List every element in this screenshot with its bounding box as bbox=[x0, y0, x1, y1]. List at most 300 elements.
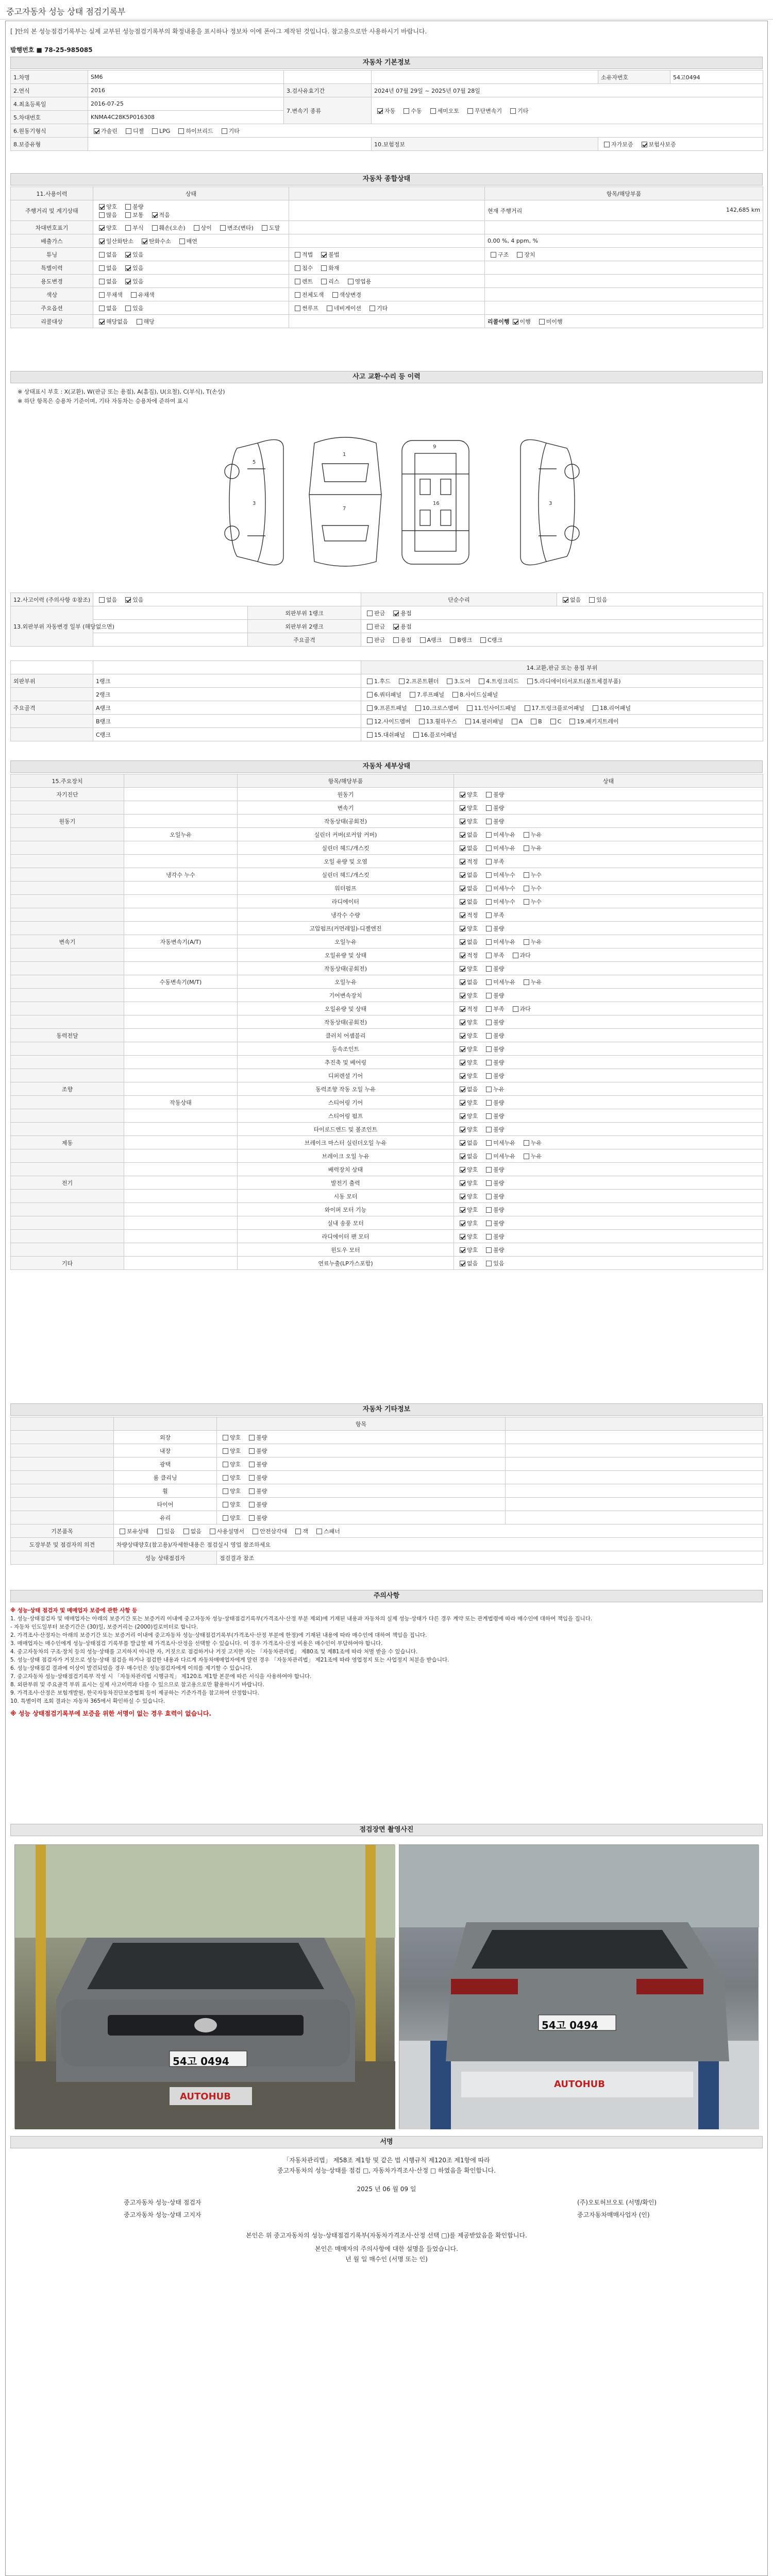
checkbox-icon[interactable] bbox=[563, 597, 568, 603]
check-label: 장치 bbox=[524, 251, 535, 258]
checkbox-icon[interactable] bbox=[157, 1529, 163, 1534]
check-group bbox=[457, 872, 547, 878]
checkbox-icon[interactable] bbox=[447, 679, 452, 684]
check-option bbox=[560, 596, 581, 604]
checkbox-icon[interactable] bbox=[99, 306, 105, 311]
checkbox-icon[interactable] bbox=[223, 1435, 228, 1440]
checkbox-icon[interactable] bbox=[321, 252, 327, 258]
checkbox-icon[interactable] bbox=[517, 252, 523, 258]
checkbox-icon[interactable] bbox=[295, 292, 300, 298]
checkbox-icon[interactable] bbox=[460, 1261, 465, 1266]
checkbox-icon[interactable] bbox=[525, 705, 530, 711]
check-option bbox=[249, 1527, 287, 1535]
check-label: 누유 bbox=[530, 1153, 542, 1160]
checkbox-icon[interactable] bbox=[486, 1100, 492, 1106]
checkbox-icon[interactable] bbox=[94, 128, 99, 134]
checkbox-icon[interactable] bbox=[99, 292, 105, 298]
checkbox-icon[interactable] bbox=[486, 926, 492, 931]
checkbox-icon[interactable] bbox=[125, 212, 131, 218]
checkbox-icon[interactable] bbox=[249, 1462, 255, 1467]
checkbox-icon[interactable] bbox=[486, 966, 492, 972]
check-label: 없음 bbox=[467, 831, 478, 838]
checkbox-icon[interactable] bbox=[460, 1167, 465, 1173]
checkbox-icon[interactable] bbox=[99, 252, 105, 258]
checkbox-icon[interactable] bbox=[142, 239, 147, 244]
check-group bbox=[457, 1059, 510, 1066]
checkbox-icon[interactable] bbox=[513, 319, 518, 325]
checkbox-icon[interactable] bbox=[99, 265, 105, 271]
checkbox-icon[interactable] bbox=[460, 953, 465, 958]
check-group bbox=[457, 912, 510, 919]
checkbox-icon[interactable] bbox=[460, 872, 465, 878]
checkbox-icon[interactable] bbox=[486, 1046, 492, 1052]
check-label: 양호 bbox=[467, 1126, 478, 1133]
checkbox-icon[interactable] bbox=[249, 1448, 255, 1454]
checkbox-icon[interactable] bbox=[178, 128, 184, 134]
checkbox-icon[interactable] bbox=[393, 624, 399, 630]
car-left-side-diagram bbox=[225, 439, 283, 565]
checkbox-icon[interactable] bbox=[183, 1529, 189, 1534]
checkbox-icon[interactable] bbox=[486, 792, 492, 798]
checkbox-icon[interactable] bbox=[460, 1127, 465, 1132]
check-label: 누유 bbox=[493, 1086, 505, 1093]
checkbox-icon[interactable] bbox=[253, 1529, 258, 1534]
checkbox-icon[interactable] bbox=[524, 979, 529, 985]
check-option bbox=[122, 202, 143, 211]
checkbox-icon[interactable] bbox=[222, 128, 227, 134]
checkbox-icon[interactable] bbox=[480, 637, 486, 643]
check-option bbox=[520, 897, 542, 906]
check-label: 양호 bbox=[230, 1501, 241, 1508]
checkbox-icon[interactable] bbox=[321, 265, 327, 271]
check-option bbox=[483, 911, 504, 919]
checkbox-icon[interactable] bbox=[99, 239, 105, 244]
checkbox-icon[interactable] bbox=[460, 1060, 465, 1065]
notes-line: 3. 매매업자는 매수인에게 성능·상태점검 기록부를 발급할 때 가격조사·산정을 선택할 수 있습니다. 이 경우 가격조사·산정 비용은 매수인이 부담하여야 합니다. bbox=[10, 1640, 383, 1647]
checkbox-icon[interactable] bbox=[460, 1180, 465, 1186]
checkbox-icon[interactable] bbox=[512, 719, 517, 724]
svg-text:9: 9 bbox=[433, 444, 436, 450]
checkbox-icon[interactable] bbox=[125, 597, 131, 603]
checkbox-icon[interactable] bbox=[486, 1221, 492, 1226]
table-row bbox=[11, 221, 763, 234]
checkbox-icon[interactable] bbox=[223, 1448, 228, 1454]
checkbox-icon[interactable] bbox=[295, 265, 300, 271]
checkbox-icon[interactable] bbox=[460, 886, 465, 891]
check-option bbox=[483, 964, 504, 973]
checkbox-icon[interactable] bbox=[593, 705, 598, 711]
table-cell bbox=[506, 1498, 763, 1511]
basic-label: 2.연식 bbox=[11, 84, 88, 97]
check-label: 불량 bbox=[493, 965, 505, 972]
check-label: 양호 bbox=[467, 791, 478, 798]
checkbox-icon[interactable] bbox=[413, 732, 419, 738]
checkbox-icon[interactable] bbox=[524, 832, 529, 838]
detail-subgroup bbox=[124, 1257, 238, 1270]
check-group bbox=[96, 597, 149, 603]
check-option bbox=[457, 804, 478, 812]
checkbox-icon[interactable] bbox=[486, 872, 492, 878]
checkbox-icon[interactable] bbox=[460, 912, 465, 918]
checkbox-icon[interactable] bbox=[524, 939, 529, 945]
check-group bbox=[457, 1086, 510, 1093]
check-group bbox=[457, 791, 510, 798]
detail-item: 오일유량 및 상태 bbox=[238, 1002, 454, 1015]
check-option bbox=[510, 1005, 531, 1013]
check-label: 용접 bbox=[400, 609, 412, 617]
checkbox-icon[interactable] bbox=[460, 1113, 465, 1119]
check-label: 양호 bbox=[467, 1166, 478, 1173]
notes-closing: ※ 성능 상태점검기록부에 보증을 위한 서명이 없는 경우 효력이 없습니다. bbox=[10, 1710, 211, 1717]
check-option bbox=[464, 704, 516, 712]
checkbox-icon[interactable] bbox=[99, 279, 105, 284]
checkbox-icon[interactable] bbox=[486, 979, 492, 985]
check-group bbox=[457, 1032, 510, 1039]
checkbox-icon[interactable] bbox=[486, 1261, 492, 1266]
check-label: 과다 bbox=[519, 952, 531, 959]
checkbox-icon[interactable] bbox=[210, 1529, 215, 1534]
checkbox-icon[interactable] bbox=[419, 719, 425, 724]
checkbox-icon[interactable] bbox=[125, 265, 131, 271]
checkbox-icon[interactable] bbox=[99, 319, 105, 325]
checkbox-icon[interactable] bbox=[486, 886, 492, 891]
checkbox-icon[interactable] bbox=[486, 1127, 492, 1132]
checkbox-icon[interactable] bbox=[131, 292, 137, 298]
table-cell bbox=[217, 1471, 506, 1484]
check-group bbox=[220, 1488, 273, 1495]
checkbox-icon[interactable] bbox=[125, 279, 131, 284]
checkbox-icon[interactable] bbox=[460, 1100, 465, 1106]
table-row bbox=[11, 895, 763, 908]
checkbox-icon[interactable] bbox=[460, 805, 465, 811]
checkbox-icon[interactable] bbox=[404, 108, 409, 114]
table-row bbox=[11, 1096, 763, 1109]
checkbox-icon[interactable] bbox=[460, 832, 465, 838]
table-cell bbox=[454, 828, 763, 841]
detail-subgroup bbox=[124, 815, 238, 828]
checkbox-icon[interactable] bbox=[223, 1515, 228, 1521]
checkbox-icon[interactable] bbox=[295, 279, 300, 284]
checkbox-icon[interactable] bbox=[479, 679, 484, 684]
checkbox-icon[interactable] bbox=[460, 1194, 465, 1199]
checkbox-icon[interactable] bbox=[249, 1475, 255, 1481]
checkbox-icon[interactable] bbox=[99, 225, 105, 231]
check-label: 없음 bbox=[570, 596, 581, 603]
check-label: 양호 bbox=[467, 1112, 478, 1120]
checkbox-icon[interactable] bbox=[367, 611, 373, 616]
checkbox-icon[interactable] bbox=[513, 1006, 518, 1012]
check-option bbox=[96, 211, 117, 219]
checkbox-icon[interactable] bbox=[125, 306, 131, 311]
check-option bbox=[483, 1125, 504, 1133]
checkbox-icon[interactable] bbox=[486, 1167, 492, 1173]
checkbox-icon[interactable] bbox=[249, 1435, 255, 1440]
check-option bbox=[457, 790, 478, 799]
checkbox-icon[interactable] bbox=[460, 979, 465, 985]
check-option bbox=[638, 140, 676, 148]
checkbox-icon[interactable] bbox=[642, 142, 647, 147]
checkbox-icon[interactable] bbox=[569, 719, 575, 724]
checkbox-icon[interactable] bbox=[465, 719, 471, 724]
checkbox-icon[interactable] bbox=[262, 225, 267, 231]
detail-group bbox=[11, 828, 124, 841]
overall-header: 상태 bbox=[93, 187, 289, 200]
check-label: 이행 bbox=[519, 318, 531, 325]
checkbox-icon[interactable] bbox=[249, 1515, 255, 1521]
check-option bbox=[520, 884, 542, 892]
checkbox-icon[interactable] bbox=[460, 1020, 465, 1025]
checkbox-icon[interactable] bbox=[589, 597, 595, 603]
detail-item: 변속기 bbox=[238, 801, 454, 815]
checkbox-icon[interactable] bbox=[524, 886, 529, 891]
checkbox-icon[interactable] bbox=[321, 279, 327, 284]
checkbox-icon[interactable] bbox=[550, 719, 556, 724]
check-label: 불량 bbox=[256, 1501, 267, 1508]
checkbox-icon[interactable] bbox=[460, 1140, 465, 1146]
checkbox-icon[interactable] bbox=[152, 128, 158, 134]
overall-table bbox=[10, 187, 763, 328]
check-option bbox=[507, 107, 528, 115]
checkbox-icon[interactable] bbox=[223, 1475, 228, 1481]
check-option bbox=[96, 250, 117, 259]
checkbox-icon[interactable] bbox=[486, 859, 492, 865]
checkbox-icon[interactable] bbox=[486, 805, 492, 811]
checkbox-icon[interactable] bbox=[125, 204, 131, 210]
check-label: 적정 bbox=[467, 911, 478, 919]
checkbox-icon[interactable] bbox=[539, 319, 545, 325]
detail-group bbox=[11, 1056, 124, 1069]
checkbox-icon[interactable] bbox=[223, 1502, 228, 1507]
sign-row2-left: 중고자동차 성능·상태 고지자 bbox=[124, 2211, 201, 2218]
checkbox-icon[interactable] bbox=[327, 306, 332, 311]
checkbox-icon[interactable] bbox=[486, 1060, 492, 1065]
table-row bbox=[11, 801, 763, 815]
checkbox-icon[interactable] bbox=[126, 128, 131, 134]
checkbox-icon[interactable] bbox=[460, 926, 465, 931]
table-cell bbox=[454, 1109, 763, 1123]
checkbox-icon[interactable] bbox=[393, 637, 399, 643]
checkbox-icon[interactable] bbox=[486, 1033, 492, 1039]
checkbox-icon[interactable] bbox=[137, 319, 142, 325]
checkbox-icon[interactable] bbox=[486, 1087, 492, 1092]
check-option bbox=[510, 317, 531, 326]
checkbox-icon[interactable] bbox=[524, 1140, 529, 1146]
table-cell bbox=[557, 593, 763, 606]
table-cell bbox=[454, 1149, 763, 1163]
checkbox-icon[interactable] bbox=[531, 719, 536, 724]
table-cell bbox=[361, 674, 763, 688]
detail-item: 브레이크 오일 누유 bbox=[238, 1149, 454, 1163]
check-group bbox=[364, 623, 417, 630]
checkbox-icon[interactable] bbox=[486, 899, 492, 905]
checkbox-icon[interactable] bbox=[486, 912, 492, 918]
checkbox-icon[interactable] bbox=[295, 1529, 301, 1534]
checkbox-icon[interactable] bbox=[393, 611, 399, 616]
checkbox-icon[interactable] bbox=[377, 108, 383, 114]
checkbox-icon[interactable] bbox=[486, 1234, 492, 1240]
check-option bbox=[364, 609, 385, 617]
checkbox-icon[interactable] bbox=[513, 953, 518, 958]
checkbox-icon[interactable] bbox=[460, 899, 465, 905]
table-cell bbox=[289, 261, 485, 275]
checkbox-icon[interactable] bbox=[486, 953, 492, 958]
table-cell bbox=[289, 288, 485, 301]
table-row bbox=[11, 1511, 763, 1524]
basic-label: 소유자번호 bbox=[598, 71, 670, 84]
sign-line4: 본인은 매매자의 주의사항에 대한 설명을 들었습니다. bbox=[315, 2245, 458, 2252]
checkbox-icon[interactable] bbox=[220, 225, 226, 231]
check-group bbox=[457, 939, 547, 945]
checkbox-icon[interactable] bbox=[486, 1020, 492, 1025]
checkbox-icon[interactable] bbox=[125, 225, 131, 231]
checkbox-icon[interactable] bbox=[486, 1006, 492, 1012]
table-row bbox=[11, 935, 763, 948]
table-row bbox=[11, 715, 763, 728]
checkbox-icon[interactable] bbox=[460, 1221, 465, 1226]
checkbox-icon[interactable] bbox=[524, 1154, 529, 1159]
checkbox-icon[interactable] bbox=[152, 225, 158, 231]
check-option bbox=[220, 1487, 241, 1495]
checkbox-icon[interactable] bbox=[152, 212, 158, 218]
checkbox-icon[interactable] bbox=[460, 859, 465, 865]
checkbox-icon[interactable] bbox=[99, 212, 105, 218]
checkbox-icon[interactable] bbox=[467, 108, 473, 114]
checkbox-icon[interactable] bbox=[524, 872, 529, 878]
checkbox-icon[interactable] bbox=[223, 1488, 228, 1494]
checkbox-icon[interactable] bbox=[460, 819, 465, 824]
table-cell bbox=[506, 1511, 763, 1524]
detail-subgroup bbox=[124, 1243, 238, 1257]
checkbox-icon[interactable] bbox=[223, 1462, 228, 1467]
check-group bbox=[220, 1501, 273, 1508]
checkbox-icon[interactable] bbox=[367, 705, 373, 711]
checkbox-icon[interactable] bbox=[486, 1247, 492, 1253]
checkbox-icon[interactable] bbox=[367, 732, 373, 738]
check-label: 2.프론트휀더 bbox=[406, 677, 439, 685]
check-group bbox=[96, 225, 285, 231]
checkbox-icon[interactable] bbox=[486, 845, 492, 851]
detail-group: 원동기 bbox=[11, 815, 124, 828]
checkbox-icon[interactable] bbox=[486, 1194, 492, 1199]
checkbox-icon[interactable] bbox=[510, 108, 516, 114]
checkbox-icon[interactable] bbox=[452, 692, 458, 698]
check-label: 불량 bbox=[493, 1019, 505, 1026]
check-label: 해당없음 bbox=[106, 318, 128, 325]
section-photos: 점검장면 촬영사진 bbox=[10, 1824, 763, 1836]
checkbox-icon[interactable] bbox=[399, 679, 405, 684]
checkbox-icon[interactable] bbox=[460, 792, 465, 798]
check-option bbox=[345, 277, 372, 285]
check-group bbox=[560, 597, 613, 603]
checkbox-icon[interactable] bbox=[450, 637, 456, 643]
checkbox-icon[interactable] bbox=[460, 1033, 465, 1039]
checkbox-icon[interactable] bbox=[179, 239, 185, 244]
checkbox-icon[interactable] bbox=[249, 1502, 255, 1507]
checkbox-icon[interactable] bbox=[491, 252, 496, 258]
detail-subgroup bbox=[124, 1015, 238, 1029]
checkbox-icon[interactable] bbox=[460, 1234, 465, 1240]
checkbox-icon[interactable] bbox=[99, 597, 105, 603]
table-cell bbox=[93, 221, 289, 234]
check-group bbox=[457, 1193, 510, 1200]
checkbox-icon[interactable] bbox=[367, 719, 373, 724]
checkbox-icon[interactable] bbox=[367, 692, 373, 698]
checkbox-icon[interactable] bbox=[249, 1488, 255, 1494]
checkbox-icon[interactable] bbox=[486, 993, 492, 998]
checkbox-icon[interactable] bbox=[486, 1073, 492, 1079]
checkbox-icon[interactable] bbox=[460, 1046, 465, 1052]
table-cell bbox=[11, 1417, 114, 1431]
checkbox-icon[interactable] bbox=[369, 306, 375, 311]
check-group bbox=[374, 108, 533, 114]
checkbox-icon[interactable] bbox=[527, 679, 533, 684]
checkbox-icon[interactable] bbox=[486, 939, 492, 945]
checkbox-icon[interactable] bbox=[430, 108, 436, 114]
check-label: 불량 bbox=[493, 1126, 505, 1133]
checkbox-icon[interactable] bbox=[367, 679, 373, 684]
checkbox-icon[interactable] bbox=[332, 292, 338, 298]
checkbox-icon[interactable] bbox=[486, 819, 492, 824]
checkbox-icon[interactable] bbox=[295, 252, 300, 258]
checkbox-icon[interactable] bbox=[460, 1087, 465, 1092]
table-cell bbox=[485, 301, 763, 315]
checkbox-icon[interactable] bbox=[460, 1207, 465, 1213]
checkbox-icon[interactable] bbox=[460, 939, 465, 945]
check-label: 부식 bbox=[132, 224, 144, 231]
checkbox-icon[interactable] bbox=[194, 225, 199, 231]
checkbox-icon[interactable] bbox=[460, 1073, 465, 1079]
checkbox-icon[interactable] bbox=[486, 1207, 492, 1213]
table-cell bbox=[93, 661, 361, 674]
checkbox-icon[interactable] bbox=[486, 1180, 492, 1186]
detail-group bbox=[11, 962, 124, 975]
checkbox-icon[interactable] bbox=[486, 832, 492, 838]
checkbox-icon[interactable] bbox=[524, 899, 529, 905]
checkbox-icon[interactable] bbox=[460, 1006, 465, 1012]
checkbox-icon[interactable] bbox=[486, 1140, 492, 1146]
checkbox-icon[interactable] bbox=[125, 252, 131, 258]
checkbox-icon[interactable] bbox=[348, 279, 354, 284]
checkbox-icon[interactable] bbox=[460, 993, 465, 998]
detail-item: 스티어링 기어 bbox=[238, 1096, 454, 1109]
check-label: 없음 bbox=[106, 304, 117, 312]
checkbox-icon[interactable] bbox=[316, 1529, 322, 1534]
checkbox-icon[interactable] bbox=[295, 306, 300, 311]
checkbox-icon[interactable] bbox=[367, 637, 373, 643]
checkbox-icon[interactable] bbox=[460, 1247, 465, 1253]
checkbox-icon[interactable] bbox=[410, 692, 415, 698]
checkbox-icon[interactable] bbox=[367, 624, 373, 630]
checkbox-icon[interactable] bbox=[99, 204, 105, 210]
checkbox-icon[interactable] bbox=[120, 1529, 125, 1534]
checkbox-icon[interactable] bbox=[460, 845, 465, 851]
parts-rank: B랭크 bbox=[93, 715, 361, 728]
checkbox-icon[interactable] bbox=[460, 966, 465, 972]
checkbox-icon[interactable] bbox=[604, 142, 610, 147]
checkbox-icon[interactable] bbox=[467, 705, 473, 711]
checkbox-icon[interactable] bbox=[486, 1154, 492, 1159]
checkbox-icon[interactable] bbox=[415, 705, 421, 711]
checkbox-icon[interactable] bbox=[460, 1154, 465, 1159]
checkbox-icon[interactable] bbox=[486, 1113, 492, 1119]
check-label: 도말 bbox=[268, 224, 280, 231]
table-cell bbox=[289, 275, 485, 288]
table-cell bbox=[217, 1431, 506, 1444]
checkbox-icon[interactable] bbox=[420, 637, 426, 643]
check-group bbox=[457, 992, 510, 999]
rear-brand: AUTOHUB bbox=[554, 2079, 605, 2090]
checkbox-icon[interactable] bbox=[524, 845, 529, 851]
